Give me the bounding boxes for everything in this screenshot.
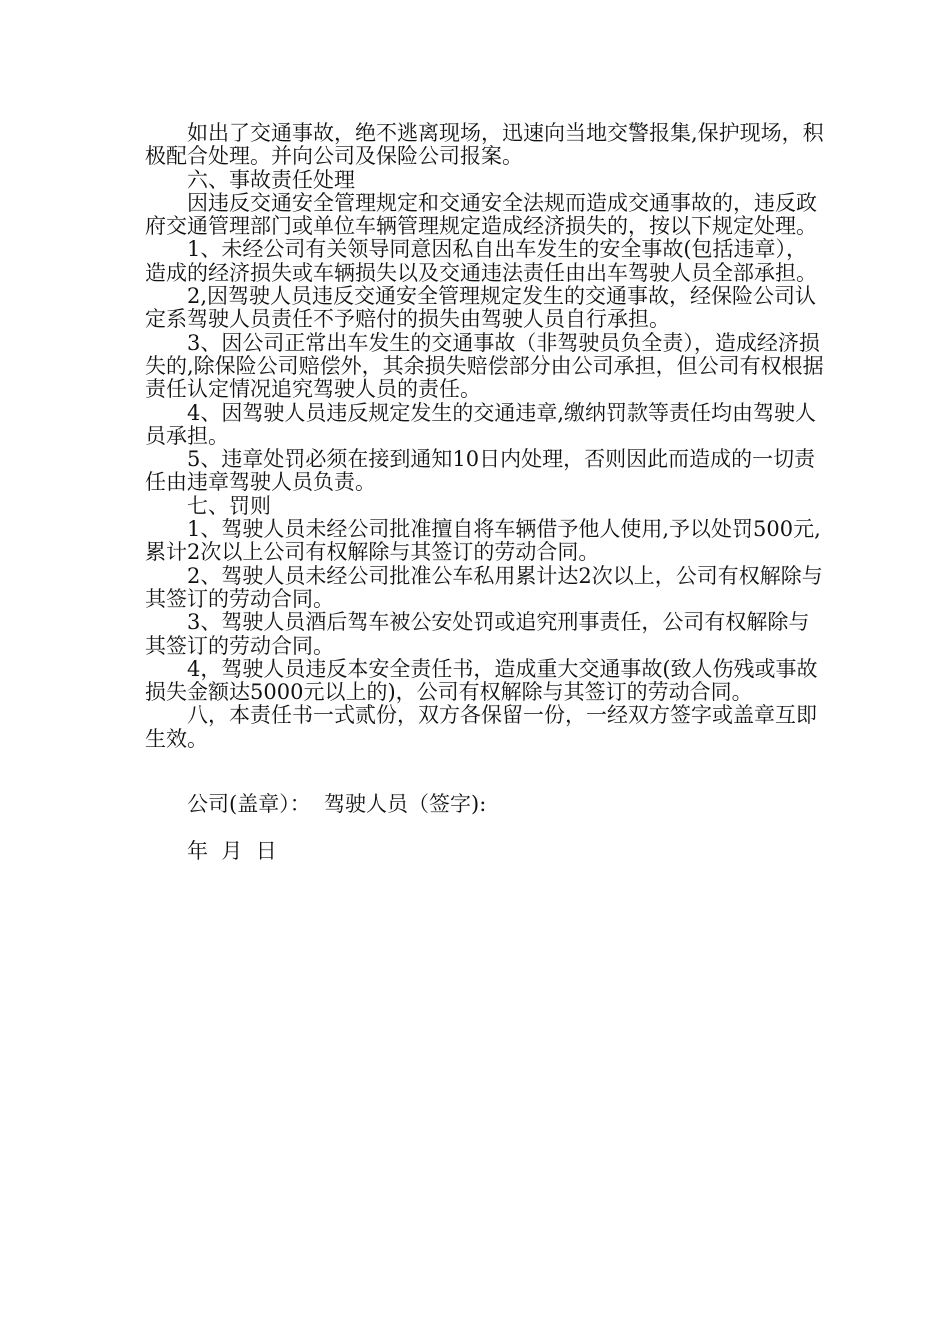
liability-item-3: 3、因公司正常出车发生的交通事故（非驾驶员负全责），造成经济损失的,除保险公司赔偿外，其余损失赔偿部分由公司承担，但公司有权根据责任认定情况追究驾驶人员的责任。 bbox=[145, 330, 824, 402]
penalty-item-4: 4，驾驶人员违反本安全责任书，造成重大交通事故(致人伤残或事故损失金额达5000元以上的)，公司有权解除与其签订的劳动合同。 bbox=[145, 656, 818, 705]
penalty-item-3: 3、驾驶人员酒后驾车被公安处罚或追究刑事责任，公司有权解除与其签订的劳动合同。 bbox=[145, 610, 810, 658]
penalty-item-1: 1、驾驶人员未经公司批准擅自将车辆借予他人使用,予以处罚500元,累计2次以上公司有权解除与其签订的劳动合同。 bbox=[145, 517, 821, 565]
signature-line: 公司(盖章）： 驾驶人员（签字): bbox=[187, 792, 487, 817]
paragraph-liability-intro: 因违反交通安全管理规定和交通安全法规而造成交通事故的，违反政府交通管理部门或单位车辆管理规定造成经济损失的，按以下规定处理。 bbox=[145, 190, 817, 239]
liability-item-5: 5、违章处罚必须在接到通知10日内处理，否则因此而造成的一切责任由违章驾驶人员负责。 bbox=[145, 447, 816, 495]
liability-item-4: 4、因驾驶人员违反规定发生的交通违章,缴纳罚款等责任均由驾驶人员承担。 bbox=[145, 400, 817, 448]
document-body bbox=[145, 122, 825, 864]
spacer bbox=[145, 816, 825, 840]
section-heading-liability: 六、事故责任处理 bbox=[187, 167, 355, 192]
spacer bbox=[145, 751, 825, 793]
liability-item-1: 1、未经公司有关领导同意因私自出车发生的安全事故(包括违章），造成的经济损失或车辆损失以及交通违法责任由出车驾驶人员全部承担。 bbox=[145, 237, 817, 285]
paragraph-accident-reporting: 如出了交通事故，绝不逃离现场，迅速向当地交警报集,保护现场，积极配合处理。并向公司及保险公司报案。 bbox=[145, 121, 824, 169]
penalty-item-2: 2、驾驶人员未经公司批准公车私用累计达2次以上，公司有权解除与其签订的劳动合同。 bbox=[145, 563, 823, 611]
liability-item-2: 2,因驾驶人员违反交通安全管理规定发生的交通事故，经保险公司认定系驾驶人员责任不予赔付的损失由驾驶人员自行承担。 bbox=[145, 284, 817, 332]
section-heading-penalties: 七、罚则 bbox=[187, 493, 271, 518]
date-line: 年 月 日 bbox=[187, 839, 277, 864]
paragraph-validity: 八，本责任书一式贰份，双方各保留一份，一经双方签字或盖章互即生效。 bbox=[145, 703, 817, 751]
